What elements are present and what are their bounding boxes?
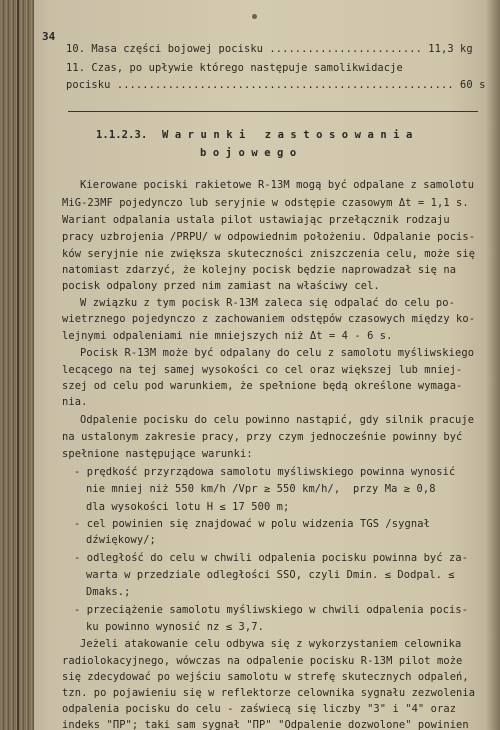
body-line: radiolokacyjnego, wówczas na odpalenie pocisku R-13M pilot może — [62, 655, 463, 667]
body-line: natomiast zdarzyć, że kolejny pocisk będzie naprowadzał się na — [62, 264, 457, 276]
spec-item-11: 11. Czas, po upływie którego następuje samolikwidacje — [66, 62, 403, 74]
body-line: tzn. po pojawieniu się w reflektorze celownika sygnału zezwolenia — [62, 687, 476, 699]
body-line: pracy uzbrojenia /PRPU/ w odpowiednim położeniu. Odpalanie pocis- — [62, 231, 476, 243]
body-line: W związku z tym pocisk R-13M zaleca się odpalać do celu po- — [80, 297, 455, 309]
body-line: spełnione następujące warunki: — [62, 448, 253, 460]
body-line: - odległość do celu w chwili odpalenia pocisku powinna być za- — [74, 552, 469, 564]
body-line: na ustalonym zakresie pracy, przy czym jednocześnie powinny być — [62, 431, 463, 443]
body-line: MiG-23MF pojedynczo lub seryjnie w odstępie czasowym Δt = 1,1 s. — [62, 197, 469, 209]
body-line: lecącego na tej samej wysokości co cel oraz większej lub mniej- — [62, 364, 463, 376]
body-line: wietrznego pojedynczo z zachowaniem odstępów czasowych między ko- — [62, 313, 476, 325]
section-title-cont: b o j o w e g o — [200, 147, 297, 159]
body-line: dla wysokości lotu H ≤ 17 500 m; — [86, 501, 290, 513]
spec-item-11-cont: pocisku ..................................................... 60 s — [66, 79, 486, 91]
body-line: nia. — [62, 396, 88, 408]
body-line: Dmaks.; — [86, 586, 131, 598]
body-line: ku powinno wynosić nz ≤ 3,7. — [86, 621, 264, 633]
body-line: - cel powinien się znajdować w polu widzenia TGS /sygnał — [74, 518, 430, 530]
body-line: Wariant odpalania ustala pilot ustawiając przełącznik rodzaju — [62, 214, 450, 226]
body-line: Odpalenie pocisku do celu powinno nastąpić, gdy silnik pracuje — [80, 414, 475, 426]
body-line: ków seryjnie nie zwiększa skuteczności zniszczenia celu, może się — [62, 248, 476, 260]
text-block — [40, 0, 492, 730]
spec-item-10: 10. Masa części bojowej pocisku ........................ 11,3 kg — [66, 43, 473, 55]
body-line: - przeciążenie samolotu myśliwskiego w chwili odpalenia pocis- — [74, 604, 469, 616]
body-line: odpalenia pocisku do celu - zaświecą się liczby "3" i "4" oraz — [62, 703, 457, 715]
body-line: warta w przedziale odległości SSO, czyli Dmin. ≤ Dodpal. ≤ — [86, 569, 455, 581]
body-line: dźwiękowy/; — [86, 534, 156, 546]
section-title: W a r u n k i z a s t o s o w a n i a — [162, 129, 413, 141]
body-line: szej od celu pod warunkiem, że spełnione będą określone wymaga- — [62, 380, 463, 392]
body-line: indeks "ПР"; taki sam sygnał "ПР" "Odpalenie dozwolone" powinien — [62, 719, 469, 730]
body-line: lejnymi odpaleniami nie mniejszych niż Δt = 4 - 6 s. — [62, 330, 393, 342]
body-line: nie mniej niż 550 km/h /Vpr ≥ 550 km/h/, przy Ma ≥ 0,8 — [86, 483, 436, 495]
body-line: Pocisk R-13M może być odpalany do celu z samolotu myśliwskiego — [80, 347, 475, 359]
body-line: Jeżeli atakowanie celu odbywa się z wykorzystaniem celownika — [80, 638, 462, 650]
body-line: pocisk odpalony przed nim zamiast na właściwy cel. — [62, 280, 380, 292]
body-line: się zdecydować po wejściu samolotu w strefę skutecznych odpaleń, — [62, 671, 469, 683]
separator-rule — [68, 111, 478, 112]
section-number: 1.1.2.3. — [96, 129, 148, 141]
binding-line — [17, 0, 19, 730]
body-line: Kierowane pociski rakietowe R-13M mogą być odpalane z samolotu — [80, 179, 475, 191]
page-number: 34 — [42, 30, 56, 43]
body-line: - prędkość przyrządowa samolotu myśliwskiego powinna wynosić — [74, 466, 456, 478]
